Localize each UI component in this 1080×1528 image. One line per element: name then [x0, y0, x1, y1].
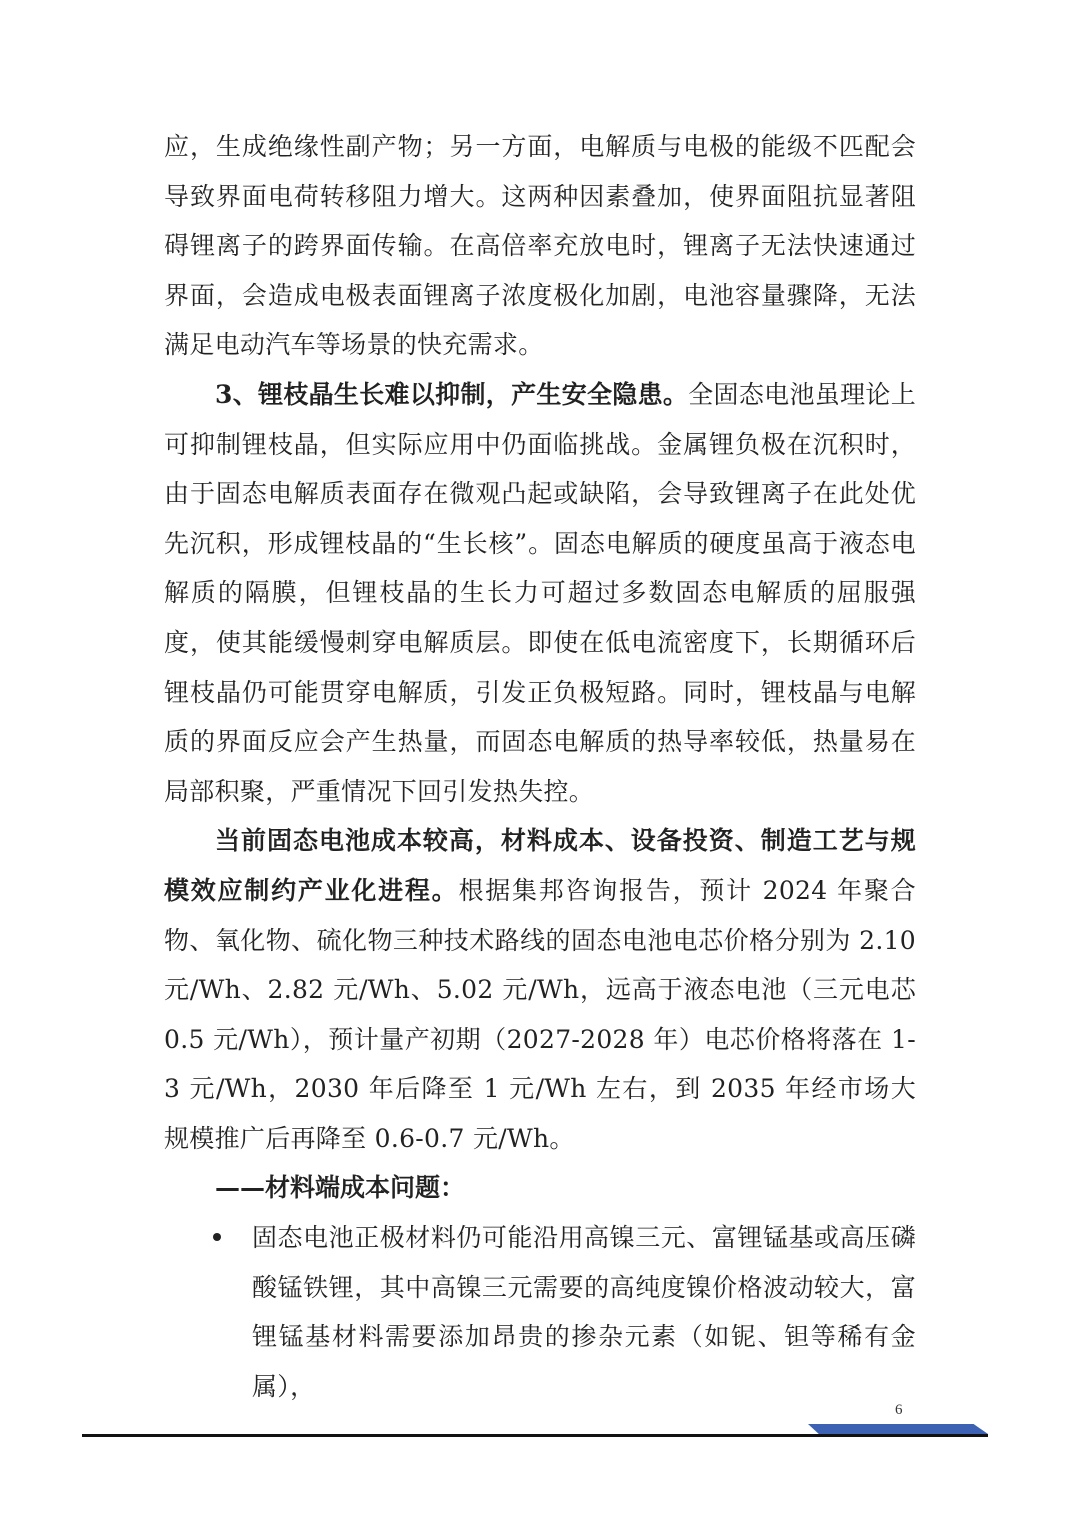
bullet-text: 固态电池正极材料仍可能沿用高镍三元、富锂锰基或高压磷酸锰铁锂，其中高镍三元需要的高纯度镍价格波动较大，富锂锰基材料需要添加昂贵的掺杂元素（如铌、钽等稀有金属）， [252, 1223, 916, 1401]
paragraph-cost [164, 816, 916, 1163]
footer-accent-bar [808, 1424, 988, 1434]
bullet-list-item [164, 1213, 916, 1411]
paragraph-body-cost: 根据集邦咨询报告，预计 2024 年聚合物、氧化物、硫化物三种技术路线的固态电池电芯价格分别为 2.10 元/Wh、2.82 元/Wh、5.02 元/Wh，远高于液态电池（三元电芯 0.5 元/Wh），预计量产初期（2027-2028 年）电芯价格将落在 1-3 元/Wh，2030 年后降至 1 元/Wh 左右，到 2035 年经市场大规模推广后再降至 0.6-0.7 元/Wh。 [164, 875, 916, 1153]
paragraph-lead-cost: 当前固态电池成本较高，材料成本、设备投资、制造工艺与规模效应制约产业化进程。 [164, 826, 916, 905]
footer-rule [82, 1434, 988, 1437]
section-heading-material-cost: ——材料端成本问题： [215, 1173, 466, 1203]
document-body [164, 122, 916, 1411]
paragraph-lithium-dendrite [164, 370, 916, 816]
paragraph-lead-dendrite: 3、锂枝晶生长难以抑制，产生安全隐患。 [215, 379, 689, 409]
paragraph-interface-resistance: 应，生成绝缘性副产物；另一方面，电解质与电极的能级不匹配会导致界面电荷转移阻力增大。这两种因素叠加，使界面阻抗显著阻碍锂离子的跨界面传输。在高倍率充放电时，锂离子无法快速通过界面，会造成电极表面锂离子浓度极化加剧，电池容量骤降，无法满足电动汽车等场景的快充需求。 [164, 132, 916, 360]
bullet-dot-icon [213, 1233, 221, 1241]
page-number: 6 [895, 1402, 903, 1418]
paragraph-body-dendrite: 全固态电池虽理论上可抑制锂枝晶，但实际应用中仍面临挑战。金属锂负极在沉积时，由于固态电解质表面存在微观凸起或缺陷，会导致锂离子在此处优先沉积，形成锂枝晶的“生长核”。固态电解质的硬度虽高于液态电解质的隔膜，但锂枝晶的生长力可超过多数固态电解质的屈服强度，使其能缓慢刺穿电解质层。即使在低电流密度下，长期循环后锂枝晶仍可能贯穿电解质，引发正负极短路。同时，锂枝晶与电解质的界面反应会产生热量，而固态电解质的热导率较低，热量易在局部积聚，严重情况下回引发热失控。 [164, 379, 916, 806]
